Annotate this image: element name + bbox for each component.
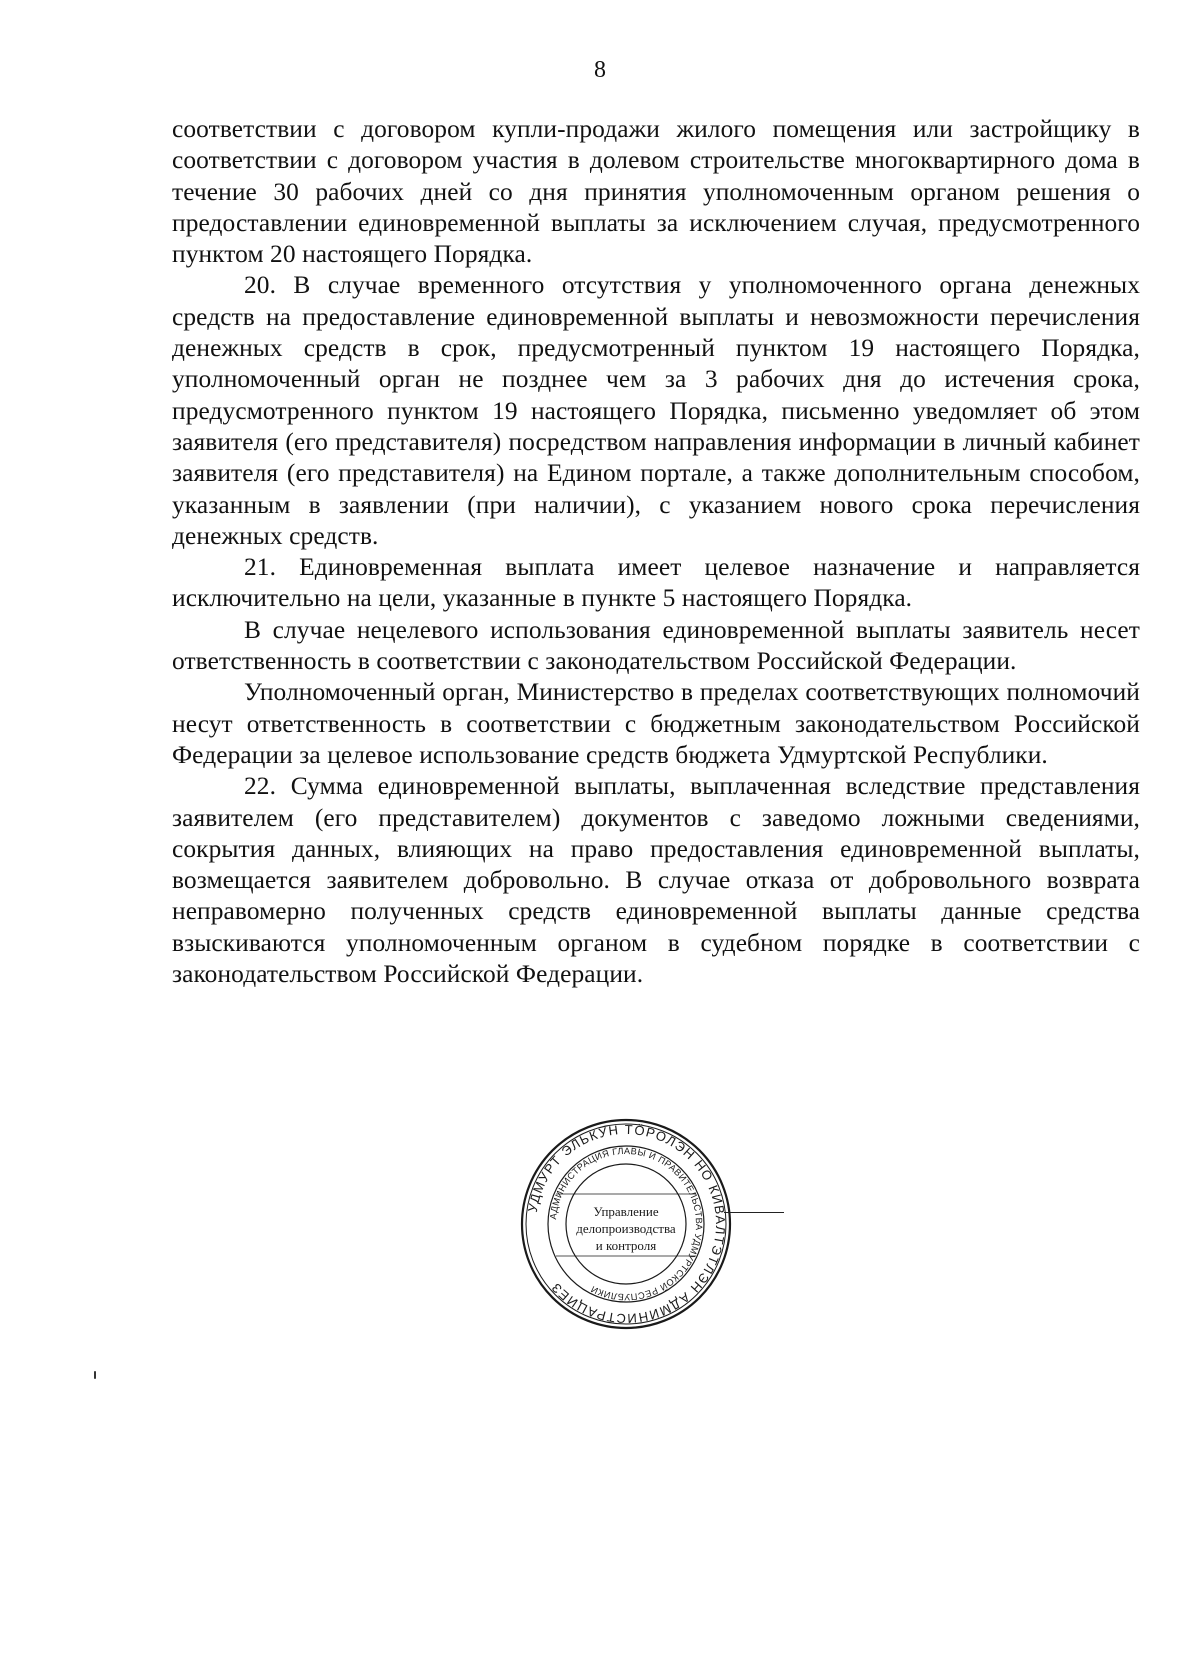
paragraph-item-22: 22. Сумма единовременной выплаты, выплаченная вследствие представления заявителем (его представителем) документов с заведомо ложными сведениями, сокрытия данных, влияющих на право предоставления единовременной выплаты, возмещается заявителем добровольно. В случае отказа от добровольного возврата неправомерно полученных средств единовременной выплаты данные средства взыскиваются уполномоченным органом в судебном порядке в соответствии с законодательством Российской Федерации.: [172, 772, 1140, 989]
scan-mark: [94, 1371, 96, 1379]
document-body: [172, 114, 1140, 990]
stamp-inner-ring-text: АДМИНИСТРАЦИЯ ГЛАВЫ И ПРАВИТЕЛЬСТВА УДМУРТСКОЙ РЕСПУБЛИКИ: [548, 1145, 705, 1303]
signature-line: [724, 1212, 784, 1213]
stamp-outer-ring-text: УДМУРТ ЭЛЬКУН ТӦРОЛЭН НО КИВАЛТЭТЛЭН АДМИНИСТРАЦИЕЗ: [524, 1121, 729, 1327]
page-number: 8: [594, 57, 606, 83]
paragraph-item-21-responsibility: Уполномоченный орган, Министерство в пределах соответствующих полномочий несут ответственность в соответствии с бюджетным законодательством Российской Федерации за целевое использование средств бюджета Удмуртской Республики.: [172, 678, 1140, 769]
stamp-center-line-3: и контроля: [595, 1238, 657, 1253]
official-stamp: [518, 1116, 734, 1332]
stamp-center-line-2: делопроизводства: [576, 1221, 676, 1236]
stamp-center-line-1: Управление: [593, 1204, 659, 1219]
paragraph-continuation: соответствии с договором купли-продажи жилого помещения или застройщику в соответствии с договором участия в долевом строительстве многоквартирного дома в течение 30 рабочих дней со дня принятия уполномоченным органом решения о предоставлении единовременной выплаты за исключением случая, предусмотренного пунктом 20 настоящего Порядка.: [172, 115, 1140, 269]
paragraph-item-21-misuse: В случае нецелевого использования единовременной выплаты заявитель несет ответственность в соответствии с законодательством Российской Федерации.: [172, 615, 1140, 676]
paragraph-item-20: 20. В случае временного отсутствия у уполномоченного органа денежных средств на предоставление единовременной выплаты и невозможности перечисления денежных средств в срок, предусмотренный пунктом 19 настоящего Порядка, уполномоченный орган не позднее чем за 3 рабочих дня до истечения срока, предусмотренного пунктом 19 настоящего Порядка, письменно уведомляет об этом заявителя (его представителя) посредством направления информации в личный кабинет заявителя (его представителя) на Едином портале, а также дополнительным способом, указанным в заявлении (при наличии), с указанием нового срока перечисления денежных средств.: [172, 271, 1140, 550]
paragraph-item-21: 21. Единовременная выплата имеет целевое назначение и направляется исключительно на цели, указанные в пункте 5 настоящего Порядка.: [172, 553, 1140, 613]
